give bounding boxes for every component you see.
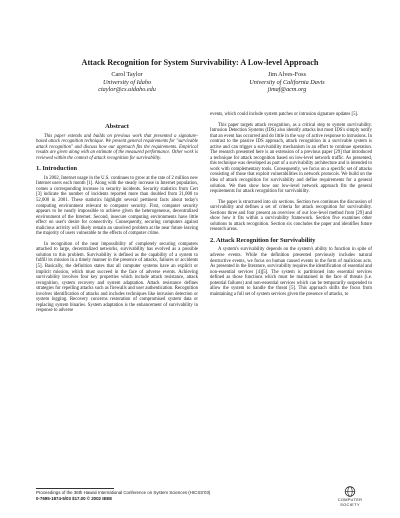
author-name: Carol Taylor xyxy=(111,71,143,78)
logo-line-2: SOCIETY xyxy=(340,502,360,507)
author-name: Jim Alves-Foss xyxy=(268,71,306,78)
section-2-paragraph-1: A system's survivability depends on the system's ability to function in spite of adverse events. While the definition presented previously includes natural destructive events, we focus on human caused events in the form of malicious acts. As presented in the literature, survivability requires the identification of essential and non-essential services [4][5]. The system is partitioned into essential services defined as those functions which must be maintained in the face of threats (i.e. potential failures) and non-essential services which can be temporarily suspended to allow the system to handle the threat [5]. This approach shifts the focus from maintaining a full set of system services given the presence of attacks, to xyxy=(210,247,372,297)
computer-society-logo xyxy=(330,486,370,510)
footer-proceedings: Proceedings of the 36th Hawaii International Conference on System Sciences (HICSS'03) xyxy=(36,490,211,495)
author-email[interactable]: ctaylor@cs.uidaho.edu xyxy=(98,86,156,94)
author-email[interactable]: jimaf@acm.org xyxy=(267,86,307,94)
right-paragraph-1: events, which could include system patches or intrusion signature updates [5]. xyxy=(210,112,359,117)
left-column xyxy=(36,119,198,319)
footer xyxy=(36,490,210,501)
right-paragraph-2: This paper targets attack recognition, as a critical step to system survivability. Intrusion Detection Systems (IDS) also identify attacks but most IDS's simply notify that an event has occurred and do little in the way of active response to intrusions. In contrast to the passive IDS approach, attack recognition in a survivable system is active and can trigger a survivability mechanism in an effort to continue operation. The research presented here is an extension of a previous paper [29] that introduced a technique for attack recognition based on low-level network traffic. As presented, this technique was developed as part of a survivability architecture and is intended to work with complementary tools. Consequently, we focus on a specific set of attacks consisting of those that exploit vulnerabilities in network protocols. We build on the idea of attack recognition for survivability and define requirements for a general solution. We then show how our low-level network approach fits the general requirements for attack recognition for survivability. xyxy=(210,122,372,195)
right-paragraph-3: The paper is structured into six sections. Section two continues the discussion of survivability and defines a set of criteria for attack recognition for survivability. Sections three and four present an overview of our low-level method from [29] and show how it fits within a survivability framework. Section five examines other solutions to attack recognition. Section six concludes the paper and identifies future research areas. xyxy=(210,199,372,233)
intro-paragraph-1: In 2002, Internet usage in the U.S. continues to grow at the rate of 2 million new Internet users each month [1]. Along with the steady increase in Internet population, comes a corresponding increase in security incidents. Security statistics from Cert [3] indicate the number of incidents reported more than doubled from 21,000 to 52,000 in 2001. These statistics highlight several pertinent facts about today's computing environment relevant to computer security. First, computer security appears to be nearly impossible to achieve given the heterogeneous, decentralized environment of the Internet. Second, insecure computing environments have little effect on user's desire for connectivity. Consequently, securing computers against malicious activity will likely remain an unsolved problem at the near future leaving the majority of users vulnerable to the effects of computer crime. xyxy=(36,175,198,237)
logo-line-1: COMPUTER xyxy=(337,497,363,502)
paper-title: Attack Recognition for System Survivability: A Low-level Approach xyxy=(81,58,319,67)
author-block-1 xyxy=(52,71,202,94)
abstract-text: This paper extends and builds on previous work that presented a signature-based attack recognition technique. We present general requirements for "survivable attack recognition" and discuss how our approach fits the requirements. Empirical results are given along with an estimate of the measured performance. Other work is reviewed within the context of attack recognition for survivability. xyxy=(36,133,198,161)
right-column xyxy=(210,112,372,302)
author-block-2 xyxy=(212,71,362,94)
footer-rule xyxy=(36,488,114,489)
footer-isbn: 0-7695-1874-5/03 $17.00 © 2002 IEEE xyxy=(36,495,113,501)
abstract xyxy=(36,134,198,162)
author-affiliation: University of Idaho xyxy=(102,78,152,86)
author-affiliation: University of California Davis xyxy=(249,78,325,86)
abstract-heading: Abstract xyxy=(105,123,129,130)
section-2-heading: 2. Attack Recognition for Survivability xyxy=(210,236,316,244)
section-1-heading: 1. Introduction xyxy=(36,165,78,173)
globe-icon xyxy=(343,486,357,497)
intro-paragraph-2: In recognition of the near impossibility of completely securing computers attached to large, decentralized networks, survivability has evolved as a possible solution to this problem. Survivability is defined as the capability of a system to fulfill its mission in a timely manner in the presence of attacks, failures or accidents [5]. Basically, the definition states that all computer systems have an explicit or implicit mission, which must succeed in the face of adverse events. Achieving survivability involves four key properties which include attack resistance, attack recognition, system recovery and system adaptation. Attack resistance defines strategies for repelling attacks such as firewalls and user authentication. Recognition involves identification of attacks and includes techniques like intrusion detection or system logging. Recovery concerns restoration of compromised system data or replacing system binaries. System adaptation is the enhancement of survivability in response to adverse xyxy=(36,241,198,314)
